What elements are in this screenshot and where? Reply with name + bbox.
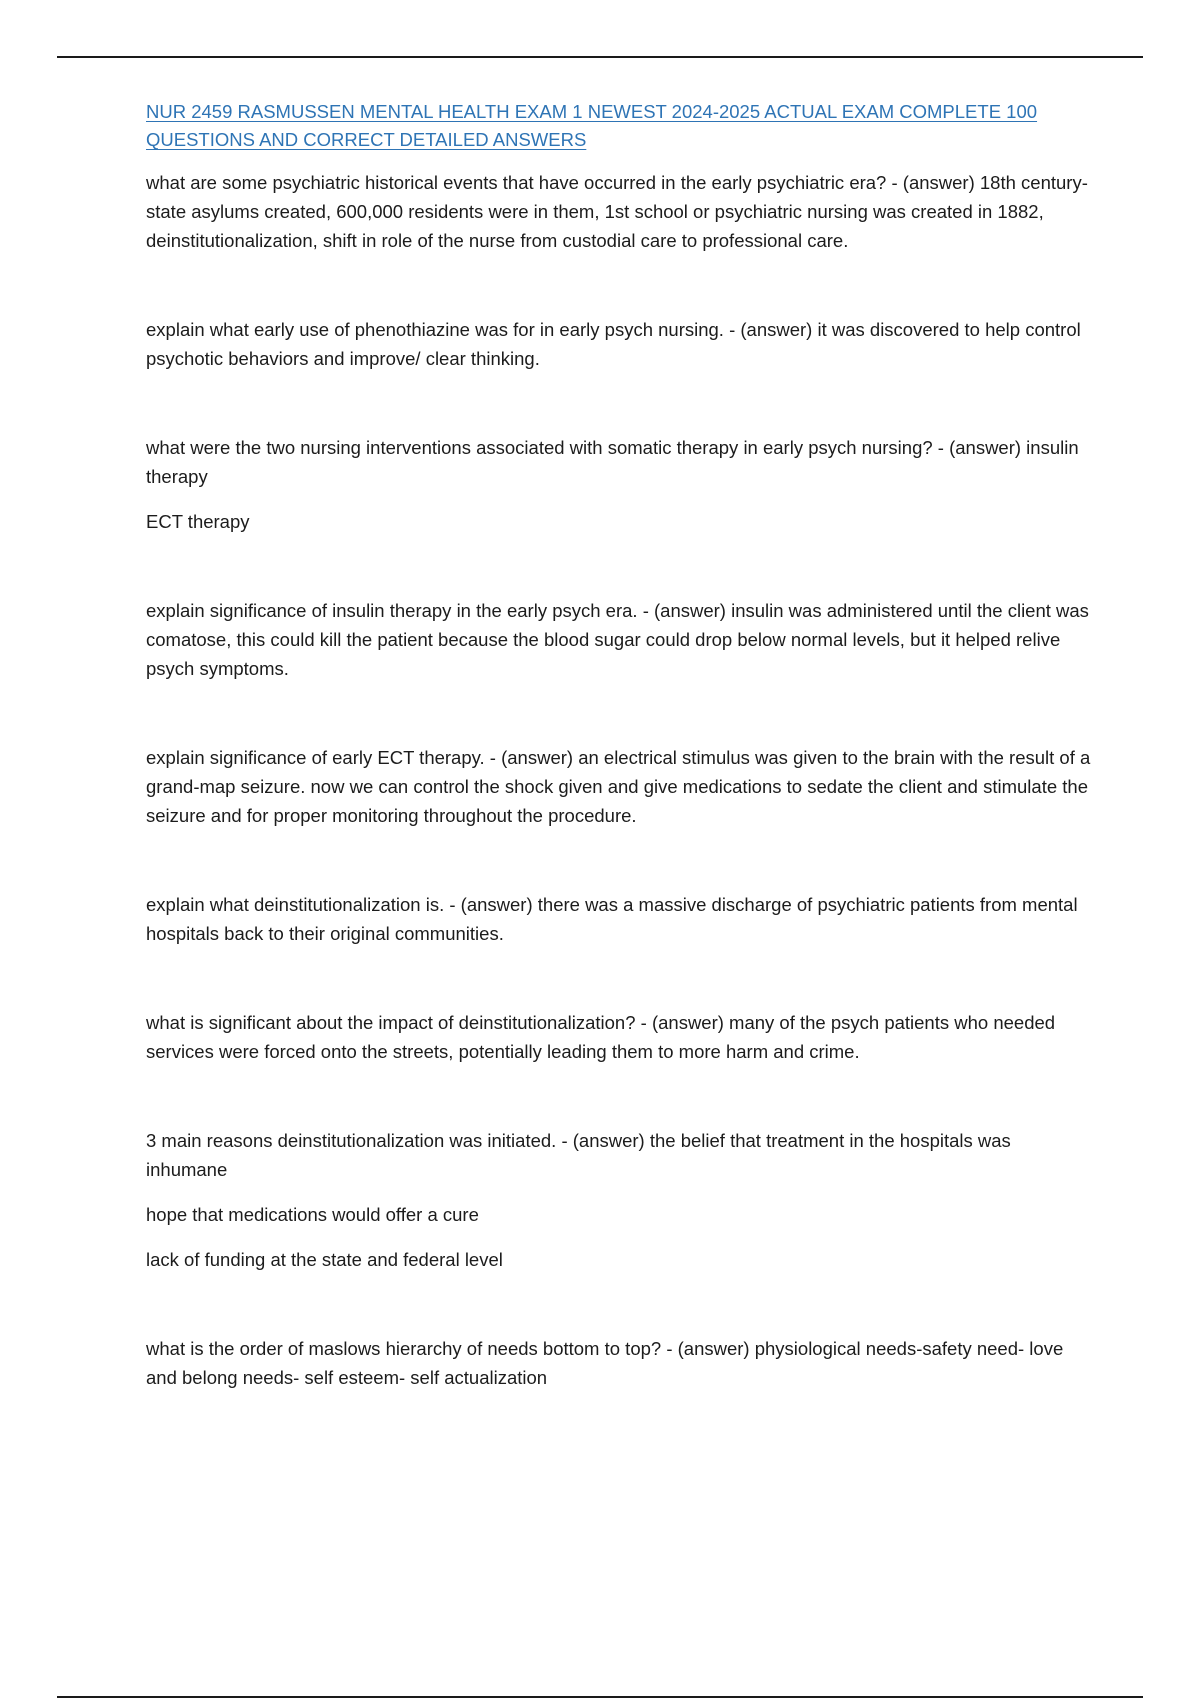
qa-text: what is significant about the impact of deinstitutionalization? - (answer) many of the psych patients who needed services were forced onto the streets, potentially leading them to more harm and crime.: [146, 1012, 1056, 1062]
top-rule: [57, 56, 1143, 58]
qa-text: what are some psychiatric historical events that have occurred in the early psychiatric era? - (answer) 18th century- state asylums created, 600,000 residents were in them, 1st school or psychiatric nursing was created in 1882, deinstitutionalization, shift in role of the nurse from custodial care to professional care.: [146, 172, 1088, 251]
qa-extra-line: ECT therapy: [146, 511, 250, 532]
qa-item: [146, 596, 1091, 683]
qa-item: [146, 433, 1091, 536]
qa-text: explain what deinstitutionalization is. - (answer) there was a massive discharge of psychiatric patients from mental hospitals back to their original communities.: [146, 894, 1078, 944]
qa-item: [146, 1334, 1091, 1392]
qa-item: [146, 1008, 1091, 1066]
qa-item: [146, 315, 1091, 373]
qa-text: explain what early use of phenothiazine was for in early psych nursing. - (answer) it was discovered to help control psychotic behaviors and improve/ clear thinking.: [146, 319, 1081, 369]
qa-text: explain significance of insulin therapy in the early psych era. - (answer) insulin was administered until the client was comatose, this could kill the patient because the blood sugar could drop below normal levels, but it helped relive psych symptoms.: [146, 600, 1089, 679]
bottom-rule: [57, 1696, 1143, 1698]
qa-extra-line: lack of funding at the state and federal level: [146, 1249, 503, 1270]
qa-item: [146, 743, 1091, 830]
qa-text: what is the order of maslows hierarchy of needs bottom to top? - (answer) physiological needs-safety need- love and belong needs- self esteem- self actualization: [146, 1338, 1064, 1388]
document-body: [146, 98, 1091, 1392]
qa-item: [146, 890, 1091, 948]
qa-item: [146, 1126, 1091, 1274]
qa-item: [146, 168, 1091, 255]
qa-text: what were the two nursing interventions associated with somatic therapy in early psych nursing? - (answer) insulin therapy: [146, 437, 1079, 487]
qa-text: 3 main reasons deinstitutionalization was initiated. - (answer) the belief that treatment in the hospitals was inhumane: [146, 1130, 1011, 1180]
qa-extra-line: hope that medications would offer a cure: [146, 1204, 479, 1225]
document-title: NUR 2459 RASMUSSEN MENTAL HEALTH EXAM 1 NEWEST 2024-2025 ACTUAL EXAM COMPLETE 100 QUESTIONS AND CORRECT DETAILED ANSWERS: [146, 101, 1038, 150]
qa-text: explain significance of early ECT therapy. - (answer) an electrical stimulus was given to the brain with the result of a grand-map seizure. now we can control the shock given and give medications to sedate the client and stimulate the seizure and for proper monitoring throughout the procedure.: [146, 747, 1091, 826]
